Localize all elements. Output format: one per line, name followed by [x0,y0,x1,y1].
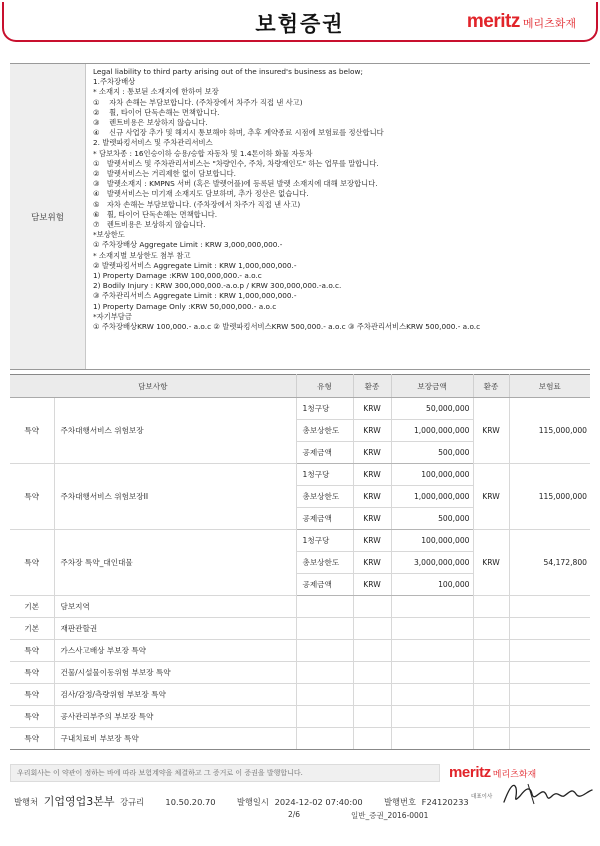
issued-at-label: 발행일시 [236,797,269,807]
row-currency: KRW [353,574,391,596]
row-currency: KRW [353,442,391,464]
table-header-row [10,375,590,398]
row-currency: KRW [353,398,391,420]
coverage-line: ⑤ 자차 손해는 부담보합니다. (주차장에서 차주가 직접 낸 사고) [93,199,301,209]
coverage-line: ① 발렛서비스 및 주차관리서비스는 "차량인수, 주차, 차량재인도" 하는 업무를 말합니다. [93,158,379,168]
page-number: 2/6 [288,810,301,819]
logo-brand: meritz [466,11,520,32]
table-row [10,662,590,684]
coverage-line: ④ 신규 사업장 추가 및 해지시 통보해야 하며, 추후 계약종료 시점에 보험료를 정산합니다 [93,128,384,138]
row-currency: KRW [353,530,391,552]
table-row [10,618,590,640]
row-type: 1청구당 [296,398,353,420]
row-currency: KRW [353,464,391,486]
row-type: 1청구당 [296,464,353,486]
row-amount: 100,000,000 [391,464,473,486]
row-type: 총보상한도 [296,486,353,508]
footer-logo-company: 메리츠화재 [492,770,537,780]
table-row [10,398,590,420]
coverage-section [10,63,590,370]
coverage-label: 담보위험 [10,64,86,369]
row-category: 특약 [10,684,54,706]
row-category: 특약 [10,464,54,530]
row-type: 공제금액 [296,508,353,530]
row-amount: 100,000,000 [391,530,473,552]
row-coverage-name: 재판관할권 [54,618,296,640]
coverage-line: ⑦ 렌트비용은 보상하지 않습니다. [93,220,206,230]
table-row [10,464,590,486]
document-title: 보험증권 [255,12,345,36]
coverage-line: 1.주차장배상 [93,77,136,87]
row-coverage-name: 건물/시설물이동위험 부보장 특약 [54,662,296,684]
row-coverage-name: 가스사고배상 부보장 특약 [54,640,296,662]
coverage-line: ② 발렛서비스는 거리제한 없이 담보합니다. [93,169,236,179]
row-category: 특약 [10,662,54,684]
table-row [10,706,590,728]
row-currency: KRW [353,552,391,574]
table-row [10,596,590,618]
coverage-line: 2) Bodily Injury : KRW 300,000,000.-a.o.p / KRW 300,000,000.-a.o.c. [93,281,342,291]
row-amount: 100,000 [391,574,473,596]
coverage-line: * 담보차종 : 16인승이하 승용/승합 자동차 및 1.4톤이하 화물 자동차 [93,148,313,158]
row-type: 1청구당 [296,530,353,552]
issuer-person: 강규리 [120,797,145,807]
row-category: 특약 [10,530,54,596]
coverage-line: ① 자차 손해는 부담보합니다. (주차장에서 차주가 직접 낸 사고) [93,97,303,107]
table-row [10,530,590,552]
coverage-line: ① 주차장배상 Aggregate Limit : KRW 3,000,000,000.- [93,240,283,250]
row-coverage-name: 주차대행서비스 위험보장 [54,398,296,464]
row-amount: 500,000 [391,508,473,530]
row-premium: 54,172,800 [509,530,590,596]
header-amount: 보장금액 [391,375,473,398]
footer-notice: 우리회사는 이 약관이 정하는 바에 따라 보험계약을 체결하고 그 증거로 이 증권을 발행합니다. [10,764,440,782]
row-premium-currency: KRW [473,530,509,596]
row-type: 총보상한도 [296,420,353,442]
issuer-ip: 10.50.20.70 [165,797,216,807]
row-coverage-name: 구내치료비 부보장 특약 [54,728,296,750]
coverage-table [10,374,590,750]
row-coverage-name: 검사/감정/측량위험 부보장 특약 [54,684,296,706]
coverage-line: ③ 렌트비용은 보상하지 않습니다. [93,118,208,128]
row-amount: 1,000,000,000 [391,420,473,442]
row-category: 특약 [10,706,54,728]
row-premium: 115,000,000 [509,464,590,530]
form-code: 일반_증권_2016-0001 [351,811,429,820]
row-coverage-name: 담보지역 [54,596,296,618]
coverage-line: ④ 발렛서비스는 미기재 소재지도 담보하며, 추가 정산은 없습니다. [93,189,309,199]
row-amount: 1,000,000,000 [391,486,473,508]
ceo-signature [500,778,596,808]
row-currency: KRW [353,508,391,530]
company-logo [467,11,576,33]
table-row [10,684,590,706]
header-coverage: 담보사항 [10,375,296,398]
coverage-line: ② 발렛파킹서비스 Aggregate Limit : KRW 1,000,000,000.- [93,260,297,270]
issuer-info [14,793,472,809]
row-coverage-name: 주차장 특약_대인대물 [54,530,296,596]
issue-no: F24120233 [421,797,469,807]
row-coverage-name: 공사관리부주의 부보장 특약 [54,706,296,728]
row-premium-currency: KRW [473,398,509,464]
coverage-line: ② 휠, 타이어 단독손해는 면책합니다. [93,107,220,117]
row-coverage-name: 주차대행서비스 위험보장II [54,464,296,530]
coverage-line: * 소재지별 보상한도 첨부 참고 [93,250,191,260]
row-premium: 115,000,000 [509,398,590,464]
coverage-line: Legal liability to third party arising out of the insured's business as below; [93,67,363,76]
issuer-label: 발행처 [14,797,39,807]
coverage-line: *보상한도 [93,230,125,240]
coverage-line: *자기부담금 [93,311,132,321]
row-premium-currency: KRW [473,464,509,530]
row-category: 특약 [10,728,54,750]
coverage-line: ③ 주차관리서비스 Aggregate Limit : KRW 1,000,000,000.- [93,291,297,301]
logo-company: 메리츠화재 [522,17,576,30]
row-category: 기본 [10,618,54,640]
row-currency: KRW [353,486,391,508]
row-type: 총보상한도 [296,552,353,574]
row-category: 기본 [10,596,54,618]
row-currency: KRW [353,420,391,442]
row-amount: 500,000 [391,442,473,464]
header-premium: 보험료 [509,375,590,398]
row-type: 공제금액 [296,574,353,596]
coverage-line: * 소재지 : 통보된 소재지에 한하여 보장 [93,87,219,97]
coverage-line: ③ 발렛소재지 : KMPNS 서버 (혹은 발렛어플)에 등록된 발렛 소재지에 대해 보장합니다. [93,179,378,189]
issue-no-label: 발행번호 [383,797,417,807]
issued-at: 2024-12-02 07:40:00 [274,797,363,807]
row-amount: 3,000,000,000 [391,552,473,574]
coverage-line: 1) Property Damage Only :KRW 50,000,000.- a.o.c [93,301,277,311]
row-category: 특약 [10,398,54,464]
coverage-line: ⑥ 휠, 타이어 단독손해는 면책합니다. [93,209,218,219]
row-type: 공제금액 [296,442,353,464]
row-amount: 50,000,000 [391,398,473,420]
coverage-text [93,67,586,332]
header-type: 유형 [296,375,353,398]
ceo-label: 대표이사 [471,794,493,800]
header-currency: 환종 [353,375,391,398]
table-row [10,728,590,750]
coverage-line: 1) Property Damage :KRW 100,000,000.- a.o.c [93,271,262,281]
row-category: 특약 [10,640,54,662]
issuer-name: 기업영업3본부 [43,795,115,808]
table-row [10,640,590,662]
coverage-line: ① 주차장배상KRW 100,000.- a.o.c ② 발렛파킹서비스KRW 500,000.- a.o.c ③ 주차관리서비스KRW 500,000.- a.o.c [93,322,481,332]
coverage-line: 2. 발렛파킹서비스 및 주차관리서비스 [93,138,213,148]
header-premium-currency: 환종 [473,375,509,398]
footer-logo-brand: meritz [449,764,491,781]
